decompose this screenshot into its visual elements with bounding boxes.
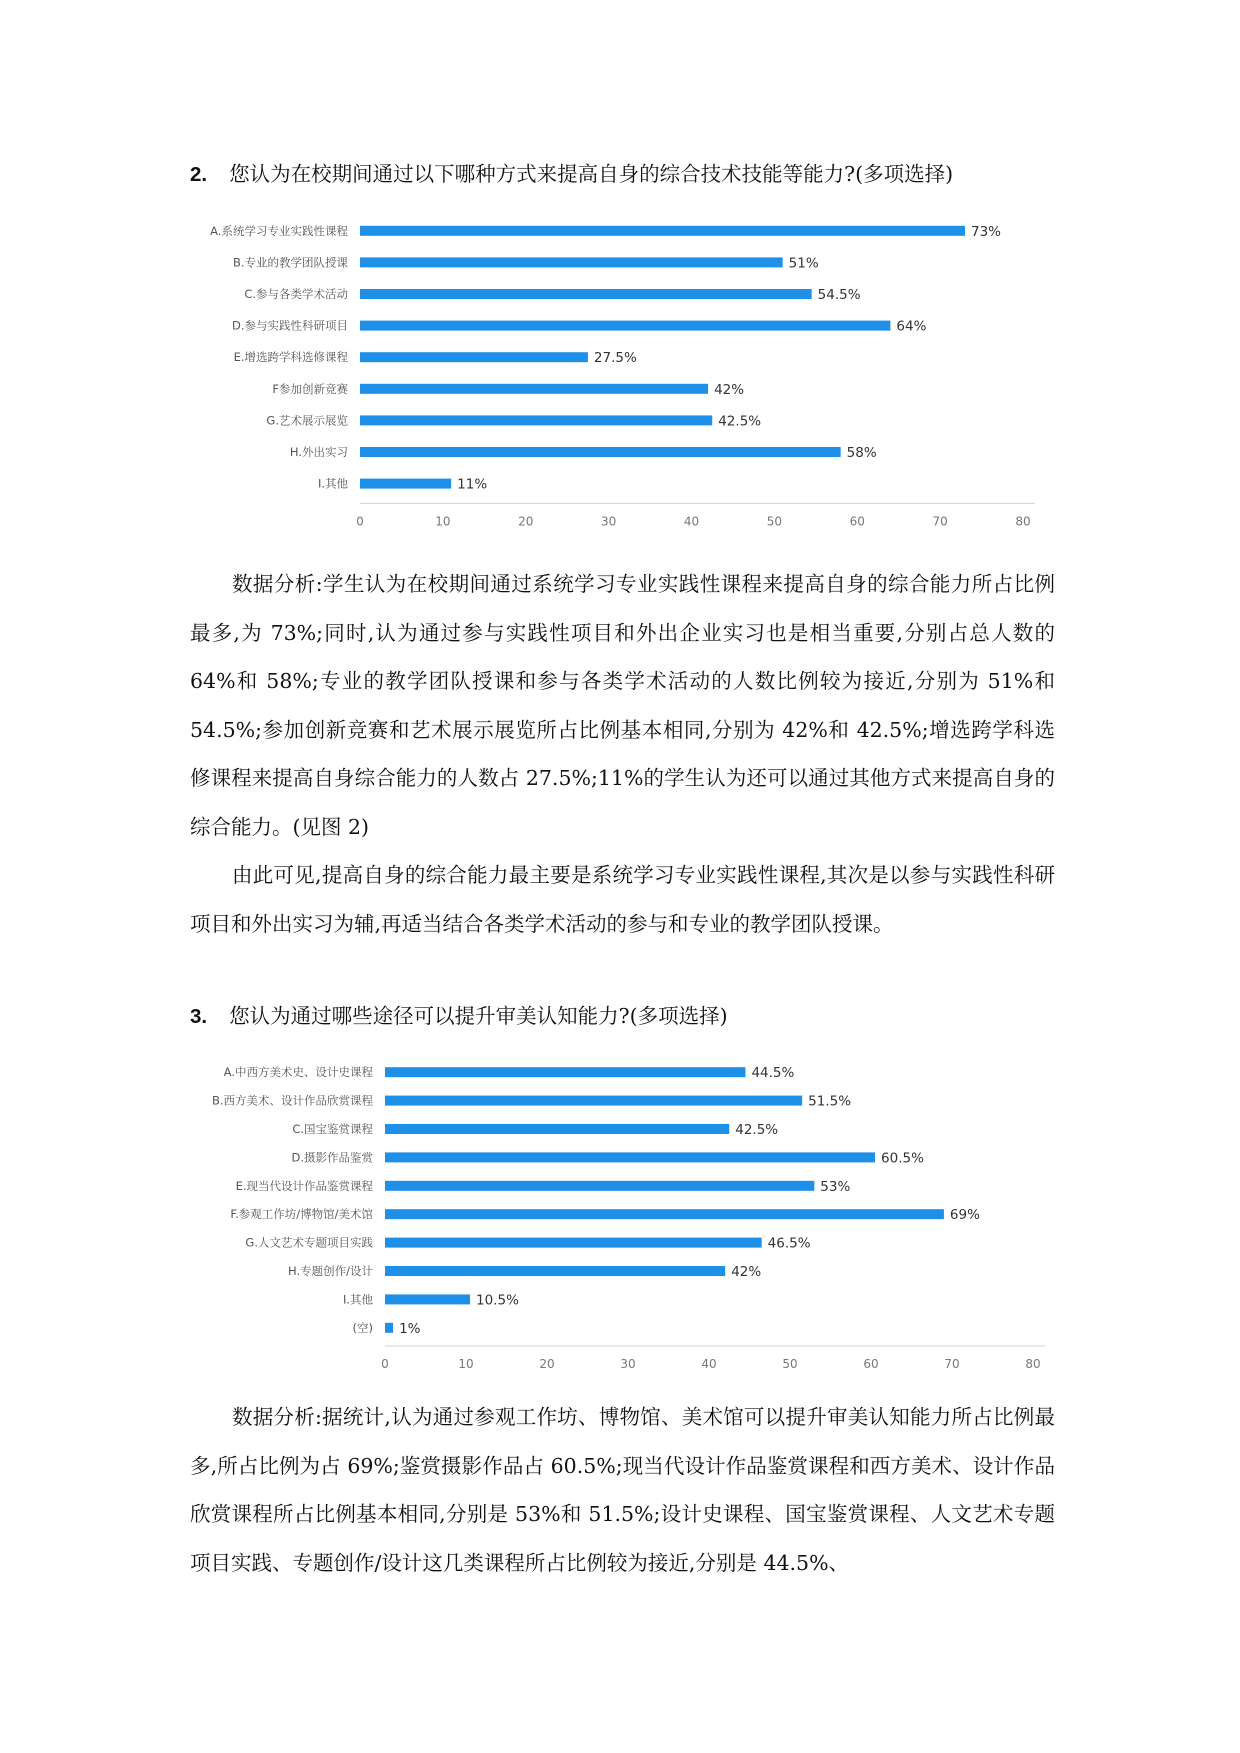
x-tick-label: 80 [1025, 1357, 1041, 1371]
value-label: 46.5% [767, 1235, 811, 1252]
x-tick-label: 10 [435, 514, 451, 529]
bar [385, 1294, 470, 1304]
bar [360, 321, 890, 331]
category-label: B.专业的教学团队授课 [232, 255, 348, 270]
chart-q3-bar-chart [190, 1058, 1050, 1388]
question-text: 您认为通过哪些途径可以提升审美认知能力?(多项选择) [229, 1004, 728, 1028]
value-label: 44.5% [751, 1065, 795, 1082]
x-tick-label: 0 [381, 1357, 389, 1371]
value-label: 42.5% [718, 413, 762, 430]
bar [385, 1238, 762, 1248]
category-label: A.中西方美术史、设计史课程 [223, 1065, 373, 1080]
x-tick-label: 70 [932, 514, 948, 529]
x-tick-label: 40 [683, 514, 700, 529]
analysis-paragraph-1: 数据分析:学生认为在校期间通过系统学习专业实践性课程来提高自身的综合能力所占比例最多,为 73%;同时,认为通过参与实践性项目和外出企业实习也是相当重要,分别占总人数的 64%和 58%;专业的教学团队授课和参与各类学术活动的人数比例较为接近,分别为 51%和 54.5%;参加创新竞赛和艺术展示展览所占比例基本相同,分别为 42%和 42.5%;增选跨学科选修课程来提高自身综合能力的人数占 27.5%;11%的学生认为还可以通过其他方式来提高自身的综合能力。(见图 2) [190, 572, 1055, 839]
question-number: 3. [190, 1005, 208, 1028]
category-label: D.摄影作品鉴赏 [291, 1150, 373, 1165]
category-label: A.系统学习专业实践性课程 [210, 223, 348, 238]
bar [360, 415, 712, 425]
category-label: C.国宝鉴赏课程 [292, 1122, 373, 1136]
x-tick-label: 50 [766, 514, 783, 529]
value-label: 58% [846, 445, 877, 461]
x-tick-label: 80 [1015, 514, 1031, 529]
value-label: 73% [970, 223, 1002, 240]
chart-q2-bar-chart [190, 215, 1050, 535]
value-label: 51% [788, 255, 819, 272]
bar [360, 447, 841, 457]
x-tick-label: 40 [701, 1357, 717, 1371]
category-label: H.专题创作/设计 [288, 1264, 373, 1278]
bar [385, 1323, 393, 1333]
value-label: 51.5% [808, 1093, 852, 1110]
value-label: 69% [949, 1207, 980, 1224]
category-label: D.参与实践性科研项目 [231, 318, 348, 333]
bar [385, 1096, 802, 1106]
bar [385, 1124, 729, 1134]
analysis-paragraph-2: 数据分析:据统计,认为通过参观工作坊、博物馆、美术馆可以提升审美认知能力所占比例最多,所占比例为占 69%;鉴赏摄影作品占 60.5%;现当代设计作品鉴赏课程和西方美术、设计作品欣赏课程所占比例基本相同,分别是 53%和 51.5%;设计史课程、国宝鉴赏课程、人文艺术专题项目实践、专题创作/设计这几类课程所占比例较为接近,分别是 44.5%、 [190, 1405, 1055, 1575]
category-label: B.西方美术、设计作品欣赏课程 [211, 1093, 373, 1108]
category-label: I.其他 [317, 476, 348, 491]
category-label: (空) [352, 1320, 373, 1335]
x-tick-label: 50 [782, 1357, 798, 1371]
category-label: G.人文艺术专题项目实践 [245, 1235, 373, 1250]
value-label: 60.5% [881, 1150, 924, 1167]
bar [360, 384, 708, 394]
conclusion-paragraph: 由此可见,提高自身的综合能力最主要是系统学习专业实践性课程,其次是以参与实践性科研项目和外出实习为辅,再适当结合各类学术活动的参与和专业的教学团队授课。 [190, 863, 1055, 936]
category-label: F.参观工作坊/博物馆/美术馆 [230, 1207, 373, 1222]
x-tick-label: 20 [539, 1357, 555, 1371]
bar [385, 1181, 814, 1191]
bar [385, 1067, 745, 1077]
value-label: 10.5% [476, 1292, 519, 1309]
bar [385, 1152, 875, 1162]
bar [385, 1209, 944, 1219]
x-tick-label: 60 [849, 514, 865, 529]
bar [385, 1266, 725, 1276]
category-label: C.参与各类学术活动 [244, 287, 348, 301]
value-label: 42.5% [735, 1122, 779, 1138]
category-label: F参加创新竞赛 [272, 381, 348, 396]
x-tick-label: 70 [944, 1357, 960, 1371]
question-text: 您认为在校期间通过以下哪种方式来提高自身的综合技术技能等能力?(多项选择) [229, 162, 954, 186]
bar [360, 479, 451, 489]
value-label: 42% [714, 381, 745, 398]
category-label: E.增选跨学科选修课程 [233, 350, 348, 365]
question-number: 2. [190, 163, 208, 186]
question-2-title [190, 159, 953, 190]
value-label: 1% [399, 1320, 421, 1337]
x-tick-label: 30 [600, 514, 617, 529]
category-label: E.现当代设计作品鉴赏课程 [235, 1178, 373, 1193]
x-tick-label: 60 [863, 1357, 879, 1371]
x-tick-label: 30 [620, 1357, 636, 1371]
x-tick-label: 10 [458, 1357, 474, 1371]
x-tick-label: 20 [518, 514, 534, 529]
value-label: 11% [457, 476, 488, 493]
bar [360, 226, 965, 236]
category-label: I.其他 [342, 1292, 373, 1307]
category-label: G.艺术展示展览 [266, 413, 348, 428]
value-label: 53% [820, 1178, 851, 1195]
x-tick-label: 0 [356, 514, 364, 529]
question-3-title [190, 1001, 728, 1032]
bar [360, 352, 588, 362]
category-label: H.外出实习 [289, 445, 348, 459]
bar [360, 289, 812, 299]
value-label: 54.5% [817, 287, 861, 303]
value-label: 64% [896, 318, 927, 335]
value-label: 42% [731, 1264, 762, 1280]
value-label: 27.5% [593, 350, 637, 367]
bar [360, 257, 783, 267]
